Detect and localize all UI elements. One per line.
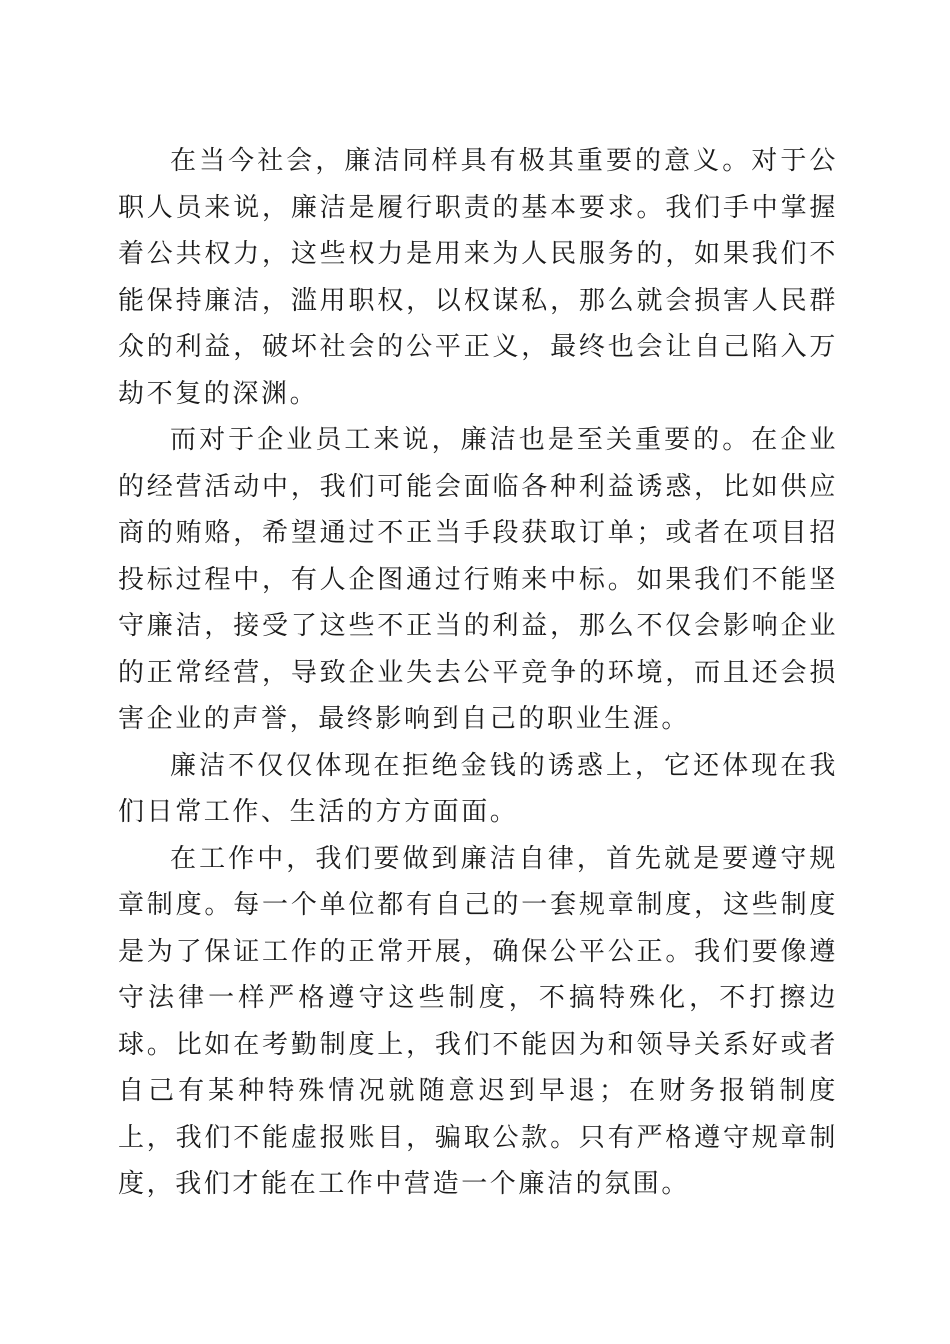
paragraph-public-officials: 在当今社会，廉洁同样具有极其重要的意义。对于公职人员来说，廉洁是履行职责的基本要求。我们手中掌握着公共权力，这些权力是用来为人民服务的，如果我们不能保持廉洁，滥用职权，以权谋私，那么就会损害人民群众的利益，破坏社会的公平正义，最终也会让自己陷入万劫不复的深渊。 bbox=[118, 146, 838, 409]
paragraph-rules-and-regulations: 在工作中，我们要做到廉洁自律，首先就是要遵守规章制度。每一个单位都有自己的一套规章制度，这些制度是为了保证工作的正常开展，确保公平公正。我们要像遵守法律一样严格遵守这些制度，不搞特殊化，不打擦边球。比如在考勤制度上，我们不能因为和领导关系好或者自己有某种特殊情况就随意迟到早退；在财务报销制度上，我们不能虚报账目，骗取公款。只有严格遵守规章制度，我们才能在工作中营造一个廉洁的氛围。 bbox=[118, 843, 838, 1199]
document-body bbox=[118, 138, 838, 1208]
paragraph-daily-life: 廉洁不仅仅体现在拒绝金钱的诱惑上，它还体现在我们日常工作、生活的方方面面。 bbox=[118, 750, 838, 827]
paragraph-enterprise-employees: 而对于企业员工来说，廉洁也是至关重要的。在企业的经营活动中，我们可能会面临各种利益诱惑，比如供应商的贿赂，希望通过不正当手段获取订单；或者在项目招投标过程中，有人企图通过行贿来中标。如果我们不能坚守廉洁，接受了这些不正当的利益，那么不仅会影响企业的正常经营，导致企业失去公平竞争的环境，而且还会损害企业的声誉，最终影响到自己的职业生涯。 bbox=[118, 425, 838, 734]
